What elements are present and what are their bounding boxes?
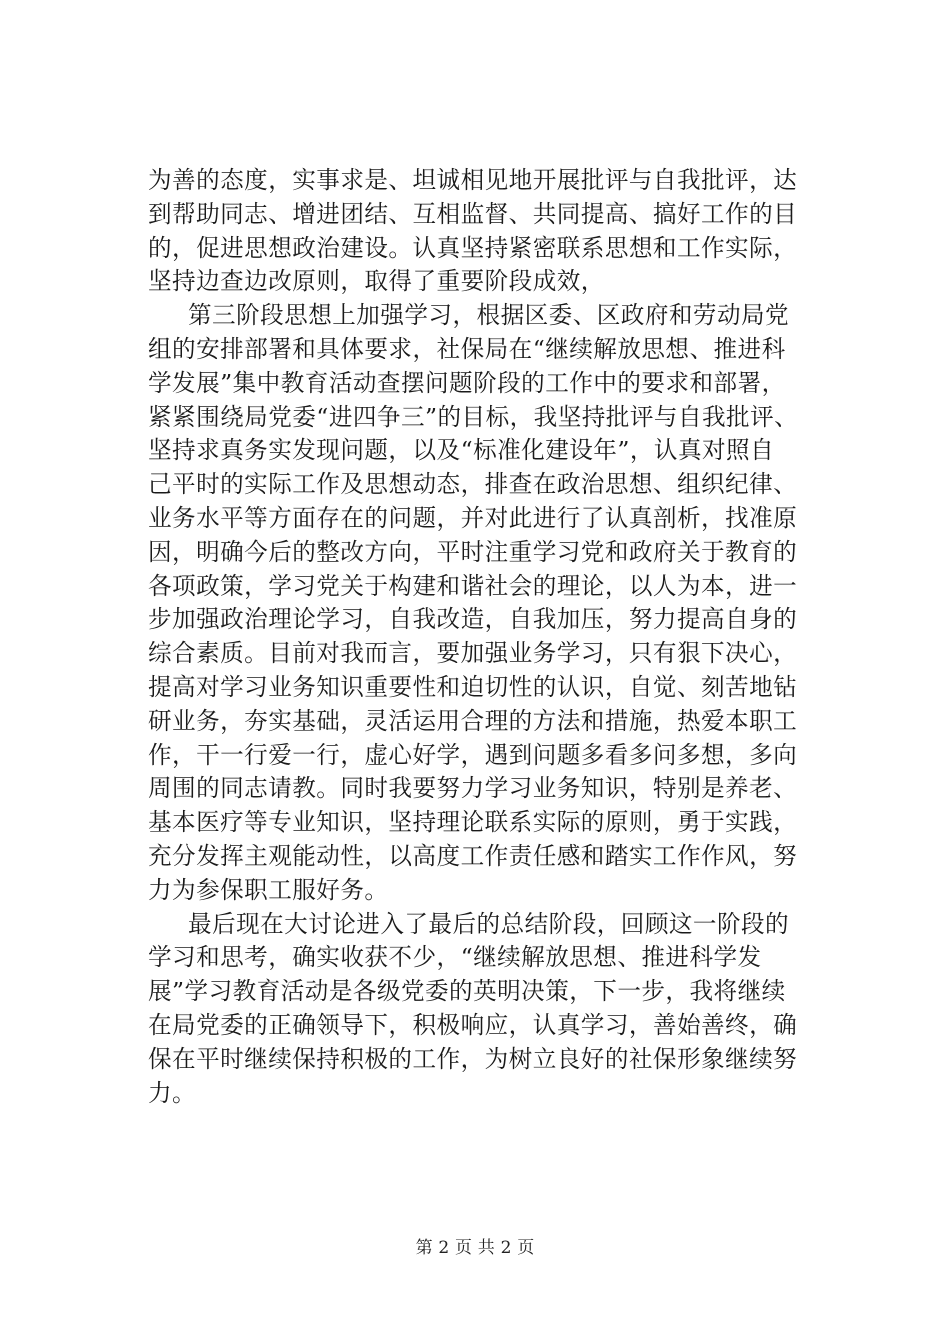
text-line: 为善的态度，实事求是、坦诚相见地开展批评与自我批评，达 [148,166,798,194]
text-line: 充分发挥主观能动性，以高度工作责任感和踏实工作作风，努 [148,841,798,870]
text-line: 综合素质。目前对我而言，要加强业务学习，只有狠下决心， [148,639,798,668]
page-number-footer: 第 2 页 共 2 页 [415,1238,535,1258]
text-line: 各项政策，学习党关于构建和谐社会的理论，以人为本，进一 [148,571,798,600]
text-line: 到帮助同志、增进团结、互相监督、共同提高、搞好工作的目 [148,199,798,228]
text-line: 力为参保职工服好务。 [148,875,389,904]
text-line: 提高对学习业务知识重要性和迫切性的认识，自觉、刻苦地钻 [148,672,798,701]
text-line: 紧紧围绕局党委“进四争三”的目标，我坚持批评与自我批评、 [148,402,799,431]
text-line: 学习和思考，确实收获不少，“继续解放思想、推进科学发 [148,943,762,972]
text-line: 作，干一行爱一行，虚心好学，遇到问题多看多问多想，多向 [148,740,798,769]
text-line: 己平时的实际工作及思想动态，排查在政治思想、组织纪律、 [148,470,798,499]
text-line: 组的安排部署和具体要求，社保局在“继续解放思想、推进科 [148,334,786,363]
text-line: 坚持求真务实发现问题，以及“标准化建设年”，认真对照自 [148,436,775,465]
text-line: 研业务，夯实基础，灵活运用合理的方法和措施，热爱本职工 [148,706,798,735]
paragraph-start-line: 最后现在大讨论进入了最后的总结阶段，回顾这一阶段的 [188,909,790,938]
paragraph-start-line: 第三阶段思想上加强学习，根据区委、区政府和劳动局党 [188,301,790,330]
text-line: 在局党委的正确领导下，积极响应，认真学习，善始善终，确 [148,1010,798,1039]
text-line: 步加强政治理论学习，自我改造，自我加压，努力提高自身的 [148,605,798,634]
text-line: 周围的同志请教。同时我要努力学习业务知识，特别是养老、 [148,774,798,803]
text-line: 坚持边查边改原则，取得了重要阶段成效， [148,267,605,296]
text-line: 的，促进思想政治建设。认真坚持紧密联系思想和工作实际， [148,233,798,262]
text-line: 保在平时继续保持积极的工作，为树立良好的社保形象继续努 [148,1044,798,1073]
text-line: 业务水平等方面存在的问题，并对此进行了认真剖析，找准原 [148,503,798,532]
text-line: 展”学习教育活动是各级党委的英明决策，下一步，我将继续 [148,977,786,1006]
text-line: 基本医疗等专业知识，坚持理论联系实际的原则，勇于实践， [148,808,798,837]
text-line: 学发展”集中教育活动查摆问题阶段的工作中的要求和部署， [148,368,786,397]
body-text [148,164,838,1110]
text-line: 因，明确今后的整改方向，平时注重学习党和政府关于教育的 [148,537,798,566]
text-line: 力。 [148,1078,197,1107]
